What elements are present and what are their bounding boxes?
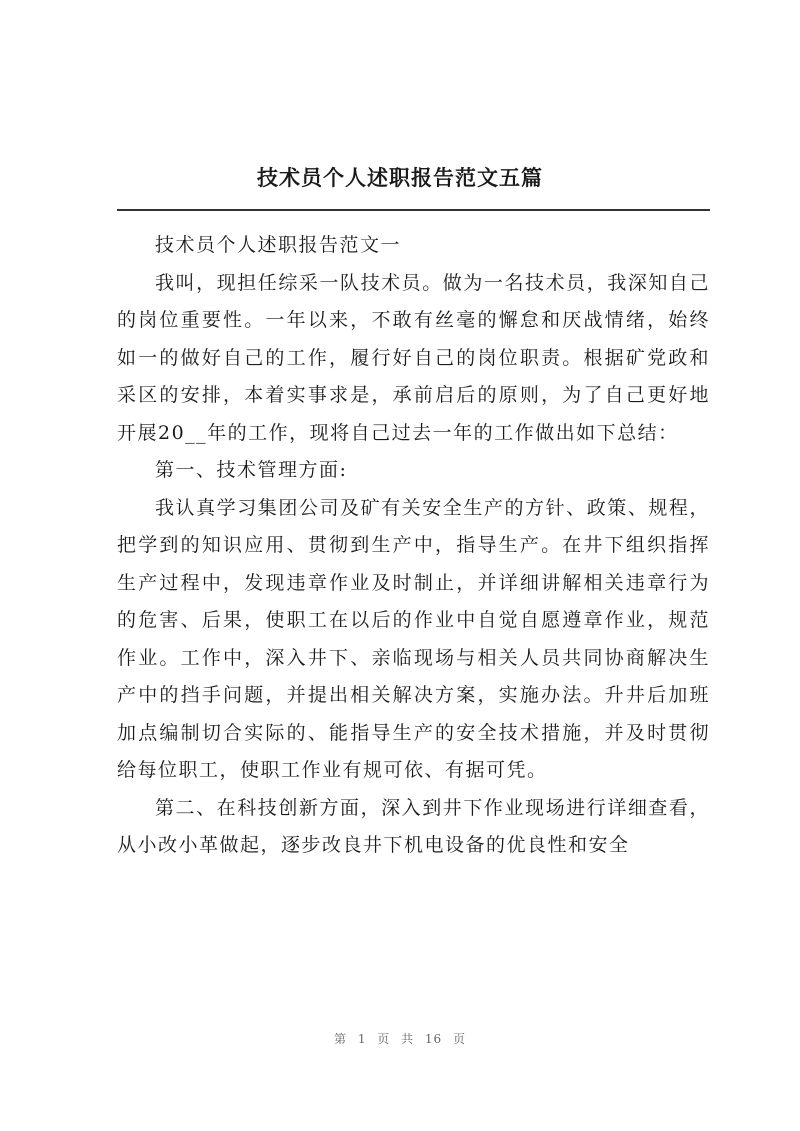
section-heading: 技术员个人述职报告范文一 <box>155 234 402 256</box>
paragraph: 我叫，现担任综采一队技术员。做为一名技术员，我深知自己的岗位重要性。一年以来，不敢有丝毫的懈怠和厌战情绪，始终如一的做好自己的工作，履行好自己的岗位职责。根据矿党政和采区的安排，本着实事求是，承前启后的原则，为了自己更好地开展20__年的工作，现将自己过去一年的工作做出如下总结： <box>117 271 710 444</box>
paragraph: 我认真学习集团公司及矿有关安全生产的方针、政策、规程，把学到的知识应用、贯彻到生产中，指导生产。在井下组织指挥生产过程中，发现违章作业及时制止，并详细讲解相关违章行为的危害、后果，使职工在以后的作业中自觉自愿遵章作业，规范作业。工作中，深入井下、亲临现场与相关人员共同协商解决生产中的挡手问题，并提出相关解决方案，实施办法。升井后加班加点编制切合实际的、能指导生产的安全技术措施，并及时贯彻给每位职工，使职工作业有规可依、有据可凭。 <box>117 496 710 781</box>
paragraph: 第二、在科技创新方面，深入到井下作业现场进行详细查看，从小改小革做起，逐步改良井下机电设备的优良性和安全 <box>117 796 710 856</box>
title-divider <box>117 209 710 211</box>
page-number-footer: 第 1 页 共 16 页 <box>334 1032 466 1046</box>
document-title: 技术员个人述职报告范文五篇 <box>257 165 543 190</box>
document-body <box>117 227 710 865</box>
subsection-heading: 第一、技术管理方面: <box>155 459 348 481</box>
